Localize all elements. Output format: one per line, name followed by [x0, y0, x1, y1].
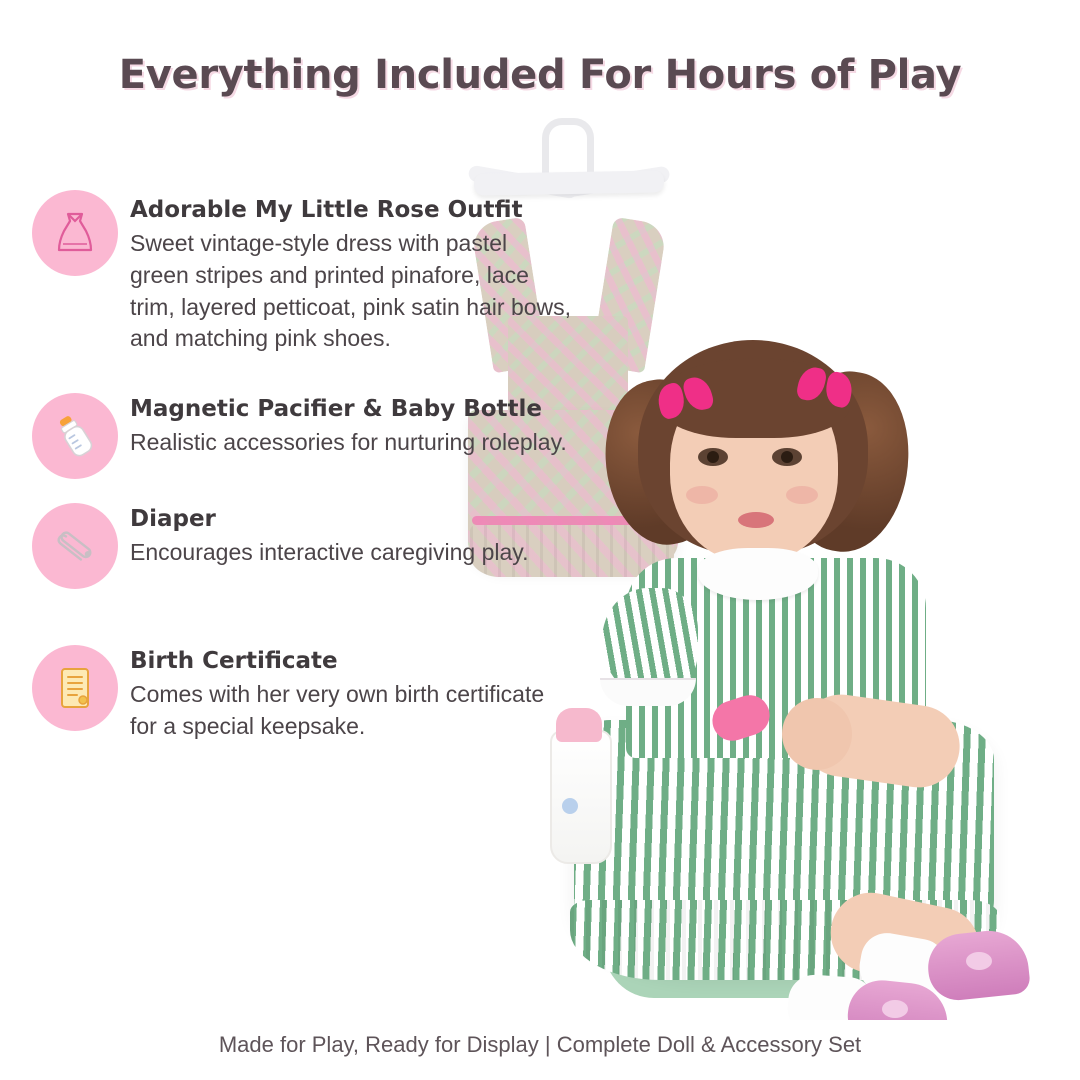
feature-body: Encourages interactive caregiving play.: [130, 539, 529, 566]
doll-eye-right: [772, 448, 802, 466]
doll-shoe-bow-left: [966, 952, 992, 970]
feature-text: [130, 190, 572, 355]
doll-mouth: [738, 512, 774, 528]
safety-pin-icon: [32, 503, 118, 589]
doll-cheek-left: [686, 486, 718, 504]
page-title: Everything Included For Hours of Play: [118, 52, 962, 98]
feature-body: Sweet vintage-style dress with pastel green stripes and printed pinafore, lace trim, layered petticoat, pink satin hair bows, and matching pink shoes.: [130, 230, 572, 352]
baby-bottle-cap: [556, 708, 602, 742]
feature-list: [32, 190, 572, 743]
dress-icon: [32, 190, 118, 276]
certificate-scroll-icon: [32, 645, 118, 731]
doll-hand: [782, 698, 852, 770]
baby-bottle-icon: [32, 393, 118, 479]
feature-heading: Birth Certificate: [130, 647, 338, 674]
feature-item-birth-certificate: [32, 645, 572, 743]
footer-tagline: Made for Play, Ready for Display | Complete Doll & Accessory Set: [218, 1032, 862, 1057]
baby-bottle-pattern: [562, 798, 578, 814]
doll-cheek-right: [786, 486, 818, 504]
feature-heading: Magnetic Pacifier & Baby Bottle: [130, 395, 543, 422]
doll-shoe-bow-right: [882, 1000, 908, 1018]
feature-text: [130, 393, 567, 459]
feature-item-outfit: [32, 190, 572, 355]
feature-body: Realistic accessories for nurturing roleplay.: [130, 429, 567, 456]
feature-item-pacifier-bottle: [32, 393, 572, 479]
feature-heading: Adorable My Little Rose Outfit: [130, 197, 523, 223]
feature-text: [130, 645, 572, 743]
doll-dress-collar: [698, 548, 818, 600]
feature-heading: Diaper: [130, 505, 216, 532]
feature-text: [130, 503, 528, 569]
doll-eye-left: [698, 448, 728, 466]
feature-item-diaper: [32, 503, 572, 589]
baby-bottle-accessory: [550, 730, 612, 864]
reborn-doll: [530, 300, 1070, 1020]
feature-body: Comes with her very own birth certificate for a special keepsake.: [130, 681, 545, 739]
doll-sleeve-lace-trim: [600, 678, 696, 706]
